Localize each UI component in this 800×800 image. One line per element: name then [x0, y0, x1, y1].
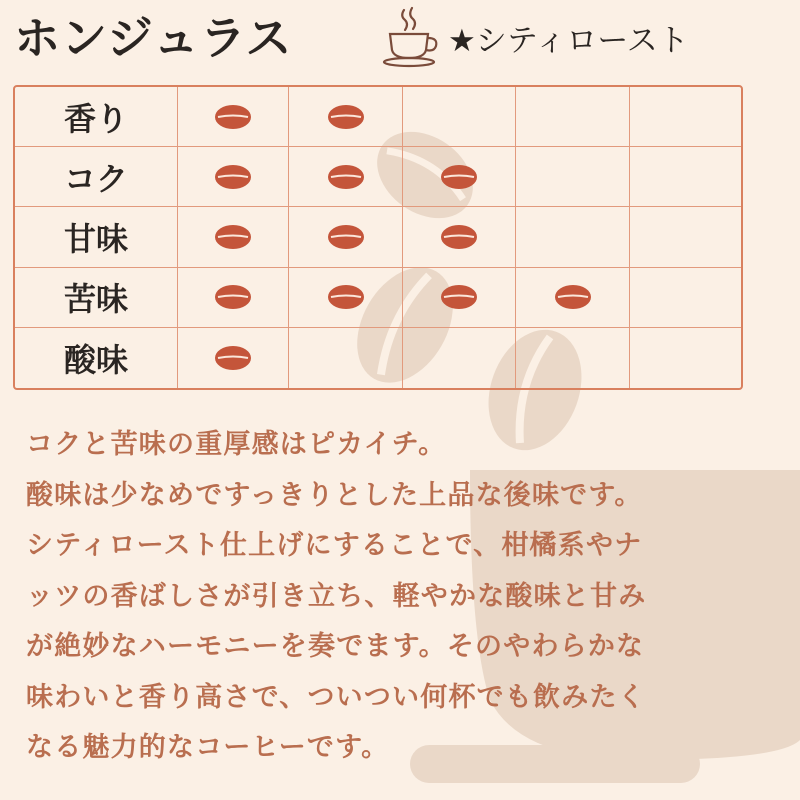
flavor-level-cell — [516, 147, 630, 207]
description-line: コクと苦味の重厚感はピカイチ。 — [26, 429, 447, 460]
flavor-row-label — [15, 207, 178, 267]
flavor-label-text: 酸味 — [63, 340, 128, 379]
coffee-bean-icon — [327, 284, 365, 310]
coffee-bean-icon — [327, 104, 365, 130]
coffee-bean-icon — [214, 284, 252, 310]
description-line: が絶妙なハーモニーを奏でます。そのやわらかな — [26, 631, 645, 662]
flavor-label-text: 甘味 — [63, 219, 128, 258]
flavor-level-cell — [178, 207, 289, 267]
coffee-bean-icon — [440, 164, 478, 190]
coffee-bean-icon — [440, 284, 478, 310]
flavor-level-cell — [178, 328, 289, 388]
coffee-cup-icon — [382, 6, 444, 68]
flavor-row-label — [15, 87, 178, 147]
description-line: ッツの香ばしさが引き立ち、軽やかな酸味と甘み — [26, 580, 647, 612]
roast-level-label: ★シティロースト — [448, 23, 689, 59]
flavor-level-cell — [630, 147, 741, 207]
flavor-level-cell — [403, 147, 516, 207]
flavor-row-label — [15, 147, 178, 207]
coffee-bean-icon — [327, 164, 365, 190]
flavor-level-cell — [289, 87, 403, 147]
flavor-level-cell — [289, 328, 403, 388]
flavor-level-cell — [403, 268, 516, 328]
coffee-bean-icon — [214, 345, 252, 371]
flavor-level-cell — [178, 87, 289, 147]
flavor-level-cell — [289, 207, 403, 267]
flavor-level-cell — [403, 207, 516, 267]
flavor-row-label — [15, 268, 178, 328]
coffee-bean-icon — [214, 224, 252, 250]
flavor-level-cell — [178, 147, 289, 207]
coffee-bean-icon — [327, 224, 365, 250]
coffee-bean-icon — [214, 104, 252, 130]
flavor-level-cell — [516, 87, 630, 147]
flavor-level-cell — [403, 328, 516, 388]
flavor-chart-table — [13, 85, 743, 390]
flavor-level-cell — [516, 207, 630, 267]
description-line: 味わいと香り高さで、ついつい何杯でも飲みたく — [26, 681, 646, 713]
flavor-level-cell — [630, 268, 741, 328]
flavor-level-cell — [289, 147, 403, 207]
flavor-label-text: 香り — [63, 99, 128, 138]
description-line: 酸味は少なめですっきりとした上品な後味です。 — [26, 479, 643, 511]
page-title: ホンジュラス — [14, 11, 293, 65]
flavor-level-cell — [630, 328, 741, 388]
coffee-bean-icon — [440, 224, 478, 250]
description-text — [26, 420, 796, 774]
flavor-label-text: コク — [63, 159, 128, 198]
flavor-label-text: 苦味 — [63, 280, 128, 319]
description-line: なる魅力的なコーヒーです。 — [26, 732, 390, 763]
flavor-level-cell — [178, 268, 289, 328]
coffee-bean-icon — [554, 284, 592, 310]
flavor-row-label — [15, 328, 178, 388]
flavor-level-cell — [630, 207, 741, 267]
flavor-level-cell — [630, 87, 741, 147]
flavor-level-cell — [403, 87, 516, 147]
flavor-level-cell — [516, 328, 630, 388]
flavor-level-cell — [516, 268, 630, 328]
flavor-level-cell — [289, 268, 403, 328]
coffee-bean-icon — [214, 164, 252, 190]
description-line: シティロースト仕上げにすることで、柑橘系やナ — [26, 530, 643, 561]
